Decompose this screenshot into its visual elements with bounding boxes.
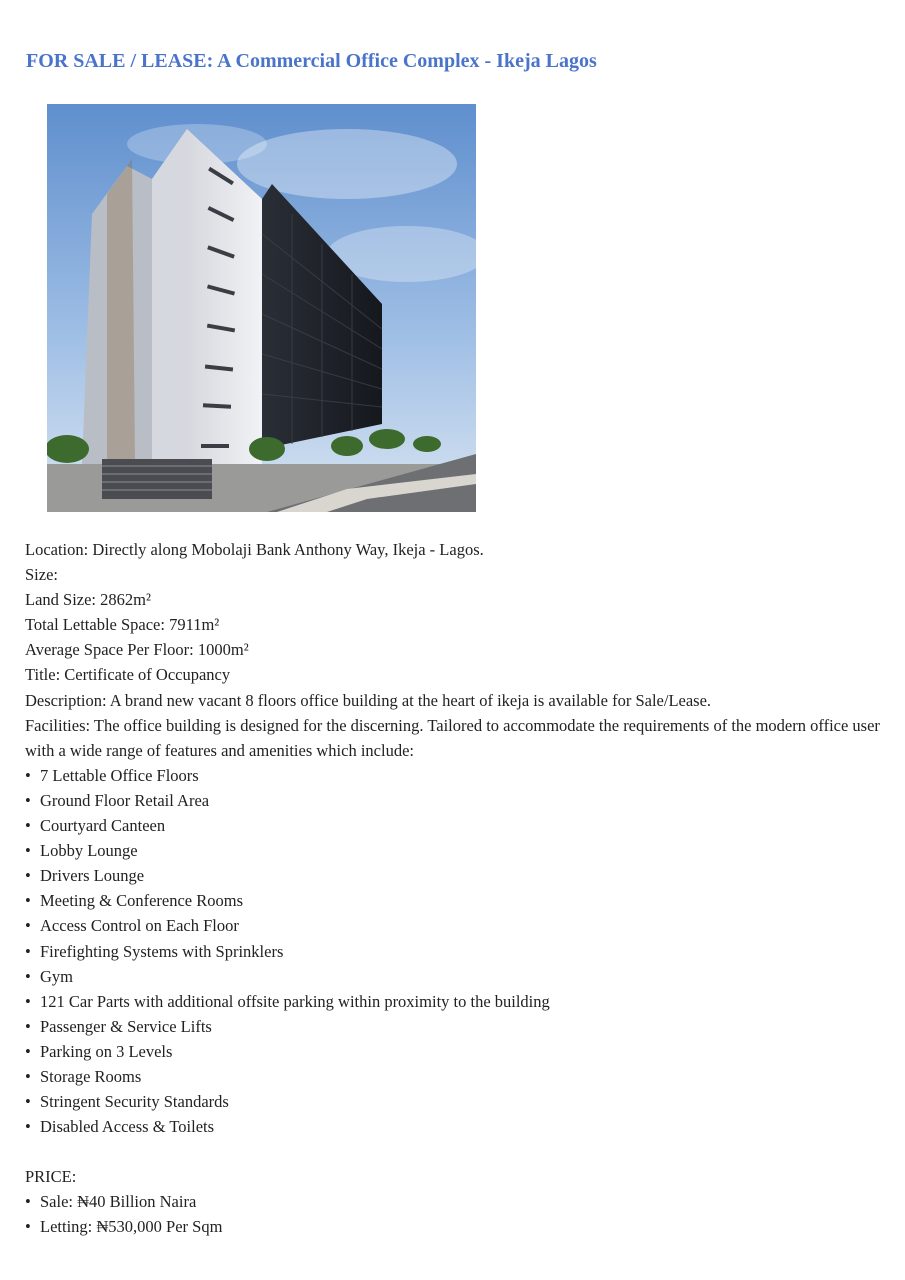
land-size-line: Land Size: 2862m² xyxy=(25,590,151,610)
list-item: • Gym xyxy=(25,964,885,989)
price-sale: • Sale: ₦40 Billion Naira xyxy=(25,1189,885,1214)
listing-details xyxy=(25,537,885,1240)
list-item: • Access Control on Each Floor xyxy=(25,913,885,938)
size-heading: Size: xyxy=(25,565,58,585)
list-item: • Firefighting Systems with Sprinklers xyxy=(25,939,885,964)
price-list xyxy=(25,1189,885,1239)
list-item: • Courtyard Canteen xyxy=(25,813,885,838)
avg-space-line: Average Space Per Floor: 1000m² xyxy=(25,640,249,660)
facilities-line: Facilities: The office building is designed for the discerning. Tailored to accommodate the requirements of the modern office user with a wide range of features and amenities which include: xyxy=(25,715,880,760)
title-document-line: Title: Certificate of Occupancy xyxy=(25,665,231,685)
list-item: • Storage Rooms xyxy=(25,1064,885,1089)
list-item: • Ground Floor Retail Area xyxy=(25,788,885,813)
list-item: • Lobby Lounge xyxy=(25,838,885,863)
price-heading: PRICE: xyxy=(25,1167,77,1187)
list-item: • Disabled Access & Toilets xyxy=(25,1114,885,1139)
amenities-list xyxy=(25,763,885,1139)
total-lettable-line: Total Lettable Space: 7911m² xyxy=(25,615,220,635)
price-letting: • Letting: ₦530,000 Per Sqm xyxy=(25,1214,885,1239)
list-item: • Stringent Security Standards xyxy=(25,1089,885,1114)
list-item: • 121 Car Parts with additional offsite parking within proximity to the building xyxy=(25,989,885,1014)
list-item: • Drivers Lounge xyxy=(25,863,885,888)
building-photo xyxy=(47,104,476,512)
page-title: FOR SALE / LEASE: A Commercial Office Complex - Ikeja Lagos xyxy=(26,50,597,72)
location-line: Location: Directly along Mobolaji Bank Anthony Way, Ikeja - Lagos. xyxy=(25,540,484,559)
list-item: • Parking on 3 Levels xyxy=(25,1039,885,1064)
description-line: Description: A brand new vacant 8 floors office building at the heart of ikeja is available for Sale/Lease. xyxy=(25,690,712,710)
list-item: • Passenger & Service Lifts xyxy=(25,1014,885,1039)
list-item: • 7 Lettable Office Floors xyxy=(25,763,885,788)
list-item: • Meeting & Conference Rooms xyxy=(25,888,885,913)
